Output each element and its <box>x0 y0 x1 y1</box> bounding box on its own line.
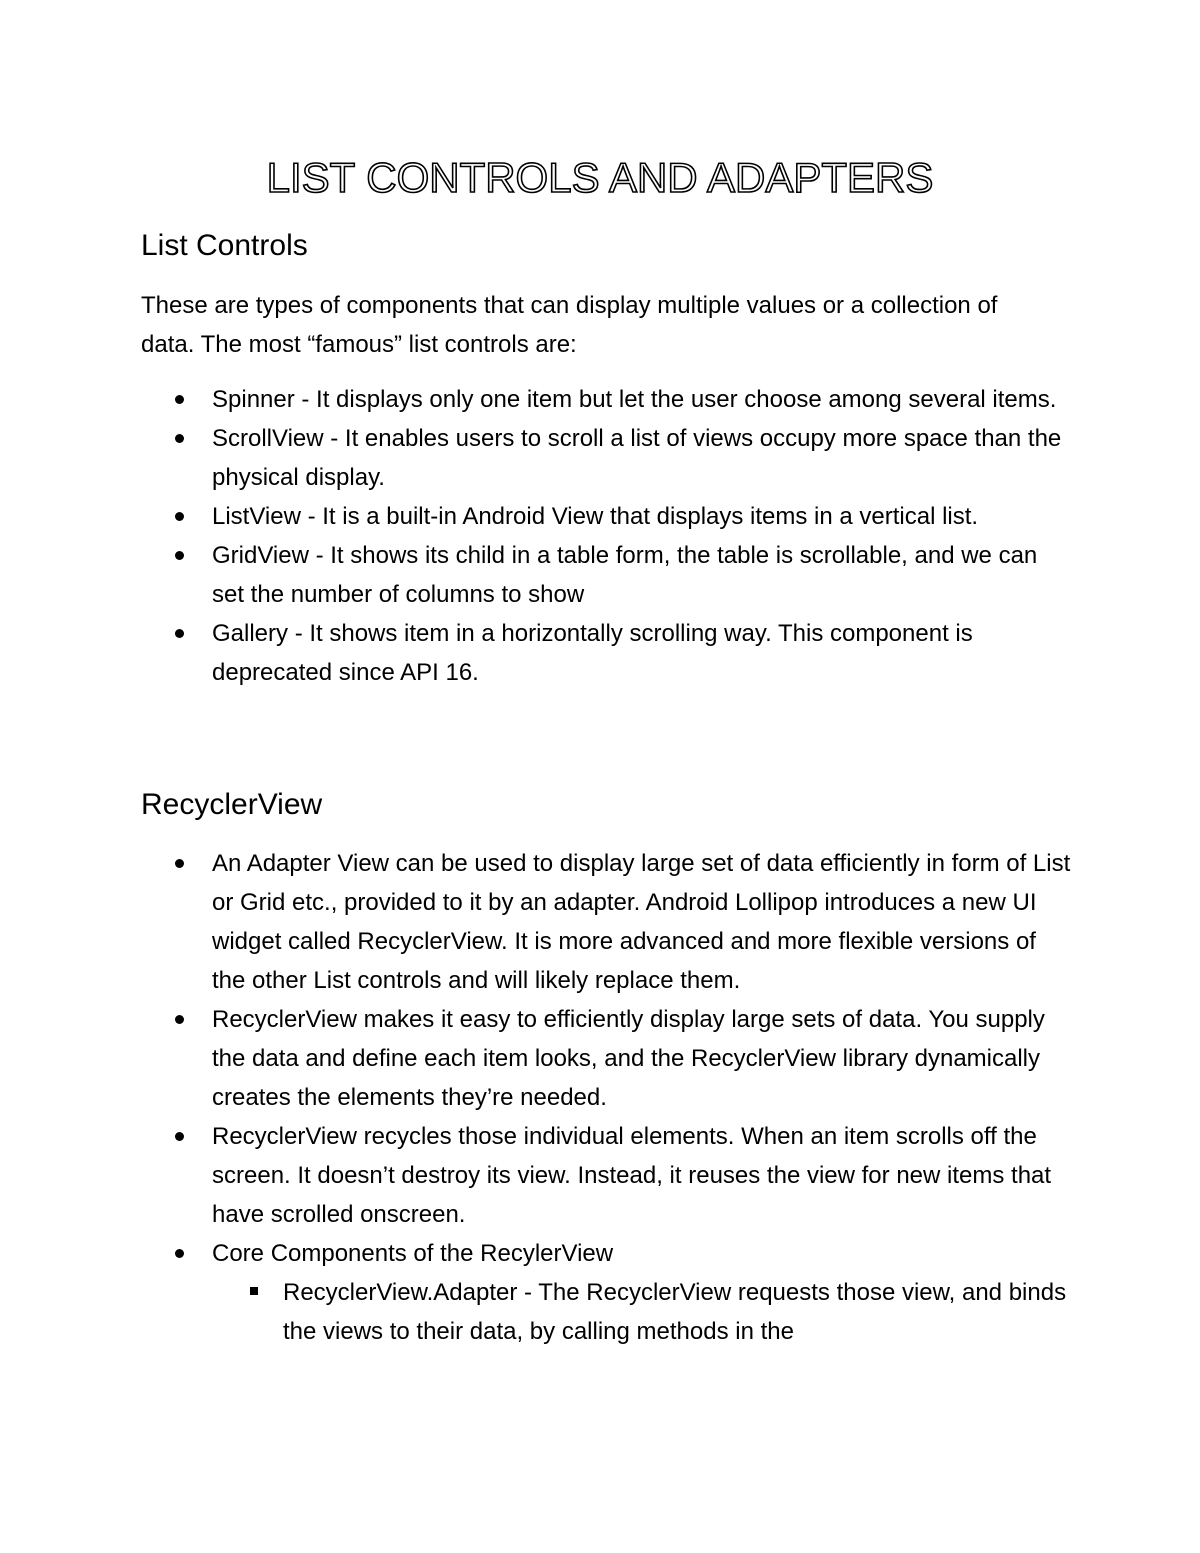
bullet-icon <box>175 859 184 868</box>
list-item-text: Gallery - It shows item in a horizontally scrolling way. This component is deprecated since API 16. <box>212 620 973 686</box>
list-controls-bullet-list <box>141 380 1071 692</box>
bullet-icon <box>175 1132 184 1141</box>
sub-bullet-list <box>141 1273 1071 1351</box>
bullet-icon <box>175 395 184 404</box>
list-item <box>141 497 1071 536</box>
list-item-text: GridView - It shows its child in a table form, the table is scrollable, and we can set the number of columns to show <box>212 542 1038 608</box>
list-item-text: Spinner - It displays only one item but let the user choose among several items. <box>212 386 1057 413</box>
bullet-icon <box>175 551 184 560</box>
bullet-icon <box>175 512 184 521</box>
list-item-text: ListView - It is a built-in Android View that displays items in a vertical list. <box>212 503 979 530</box>
list-item-text: ScrollView - It enables users to scroll a list of views occupy more space than the physical display. <box>212 425 1062 491</box>
list-item <box>141 1234 1071 1351</box>
section-heading-recyclerview: RecyclerView <box>141 788 323 821</box>
bullet-icon <box>175 1015 184 1024</box>
sub-list-item <box>212 1273 1071 1351</box>
bullet-icon <box>175 1249 184 1258</box>
document-title: LIST CONTROLS AND ADAPTERS <box>266 154 934 201</box>
list-item <box>141 844 1071 1000</box>
list-item <box>141 1117 1071 1234</box>
sub-list-item-text: RecyclerView.Adapter - The RecyclerView requests those view, and binds the views to their data, by calling methods in the <box>283 1279 1067 1345</box>
list-item-text: RecyclerView recycles those individual elements. When an item scrolls off the screen. It doesn’t destroy its view. Instead, it reuses the view for new items that have scrolled onscreen. <box>212 1123 1052 1228</box>
bullet-icon <box>175 434 184 443</box>
list-item <box>141 614 1071 692</box>
list-item-line <box>141 1234 1071 1273</box>
list-item <box>141 1000 1071 1117</box>
list-item-text: RecyclerView makes it easy to efficiently display large sets of data. You supply the data and define each item looks, and the RecyclerView library dynamically creates the elements they’re needed. <box>212 1006 1045 1111</box>
list-item-text: An Adapter View can be used to display large set of data efficiently in form of List or Grid etc., provided to it by an adapter. Android Lollipop introduces a new UI widget called RecyclerView. It is more advanced and more flexible versions of the other List controls and will likely replace them. <box>212 850 1071 994</box>
recyclerview-bullet-list <box>141 844 1071 1351</box>
bullet-icon <box>175 629 184 638</box>
intro-paragraph: These are types of components that can display multiple values or a collection of data. The most “famous” list controls are: <box>141 292 998 358</box>
list-item <box>141 536 1071 614</box>
list-item-text: Core Components of the RecylerView <box>212 1240 614 1267</box>
square-bullet-icon <box>250 1287 258 1295</box>
list-item <box>141 380 1071 419</box>
list-item <box>141 419 1071 497</box>
section-heading-list-controls: List Controls <box>141 229 308 262</box>
